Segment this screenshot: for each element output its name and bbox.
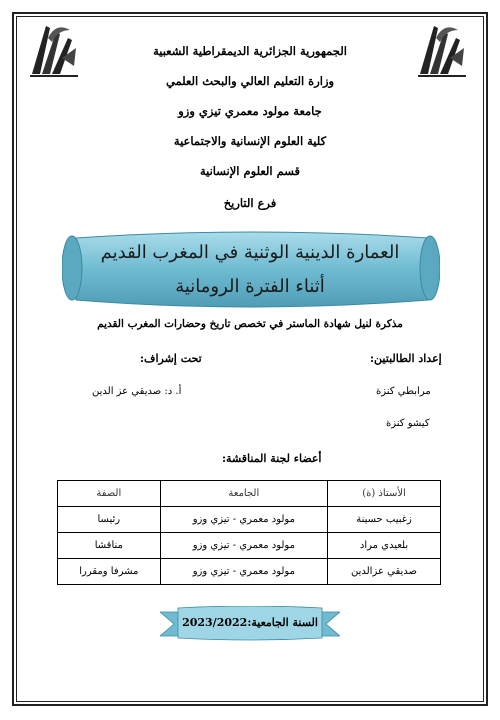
table-row (58, 533, 441, 559)
column-header-university: الجامعة (160, 481, 327, 507)
thesis-subtitle: مذكرة لنيل شهادة الماستر في تخصص تاريخ وحضارات المغرب القديم (97, 318, 403, 330)
header-republic: الجمهورية الجزائرية الديمقراطية الشعبية (153, 44, 347, 58)
cell-role: مناقشا (58, 533, 161, 559)
students-label: إعداد الطالبتين: (370, 352, 442, 365)
supervisor-label: تحت إشراف: (140, 352, 202, 365)
cell-university: مولود معمري - تيزي وزو (160, 559, 327, 585)
cell-role: مشرفا ومقررا (58, 559, 161, 585)
committee-label: أعضاء لجنة المناقشة: (222, 452, 322, 465)
cell-university: مولود معمري - تيزي وزو (160, 533, 327, 559)
cell-role: رئيسا (58, 507, 161, 533)
cell-professor: زغبيب حسينة (328, 507, 441, 533)
header-ministry: وزارة التعليم العالي والبحث العلمي (165, 74, 335, 88)
header-branch: فرع التاريخ (223, 196, 277, 210)
header-faculty: كلية العلوم الإنسانية والاجتماعية (173, 134, 327, 148)
committee-table (57, 480, 441, 585)
student-name-2: كيشو كنزة (386, 418, 430, 429)
student-name-1: مرابطي كنزة (376, 386, 431, 397)
column-header-role: الصفة (58, 481, 161, 507)
header-department: قسم العلوم الإنسانية (199, 164, 301, 178)
header-university: جامعة مولود معمري تيزي وزو (178, 104, 322, 118)
table-header-row (58, 481, 441, 507)
cell-professor: صديقي عزالدين (328, 559, 441, 585)
academic-year: السنة الجامعية:2023/2022 (182, 616, 318, 629)
table-row (58, 559, 441, 585)
cell-university: مولود معمري - تيزي وزو (160, 507, 327, 533)
supervisor-name: أ. د: صديقي عز الدين (92, 386, 182, 397)
cell-professor: بلعيدي مراد (328, 533, 441, 559)
table-row (58, 507, 441, 533)
column-header-professor: الأستاذ (ة) (328, 481, 441, 507)
thesis-title: العمارة الدينية الوثنية في المغرب القديم أثناء الفترة الرومانية (100, 242, 400, 297)
